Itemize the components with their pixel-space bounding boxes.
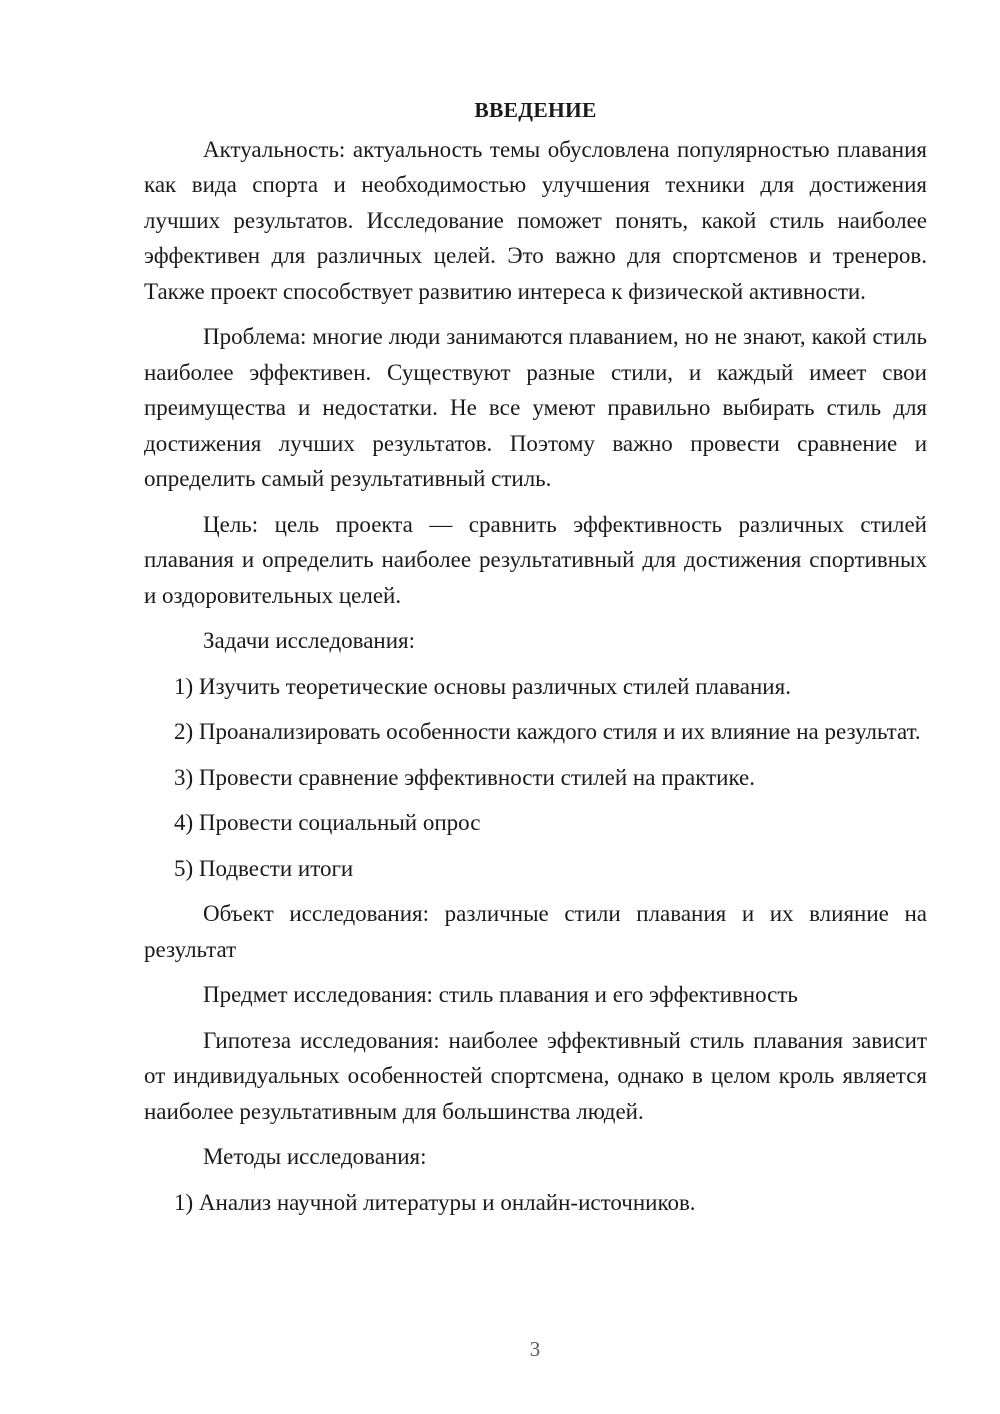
task-item: 4) Провести социальный опрос bbox=[174, 810, 481, 835]
relevance-paragraph: Актуальность: актуальность темы обусловлена популярностью плавания как вида спорта и необходимостью улучшения техники для достижения лучших результатов. Исследование поможет понять, какой стиль наиболее эффективен для различных целей. Это важно для спортсменов и тренеров. Также проект способствует развитию интереса к физической активности. bbox=[144, 136, 927, 304]
page-content bbox=[144, 93, 927, 1220]
task-item: 1) Изучить теоретические основы различных стилей плавания. bbox=[174, 673, 791, 699]
methods-heading: Методы исследования: bbox=[203, 1144, 427, 1169]
object-paragraph: Объект исследования: различные стили плавания и их влияние на результат bbox=[144, 901, 927, 962]
page-number: 3 bbox=[529, 1337, 541, 1361]
problem-paragraph: Проблема: многие люди занимаются плаванием, но не знают, какой стиль наиболее эффективен. Существуют разные стили, и каждый имеет свои преимущества и недостатки. Не все умеют правильно выбирать стиль для достижения лучших результатов. Поэтому важно провести сравнение и определить самый результативный стиль. bbox=[144, 324, 927, 491]
subject-paragraph: Предмет исследования: стиль плавания и его эффективность bbox=[203, 982, 798, 1007]
method-item: 1) Анализ научной литературы и онлайн-источников. bbox=[174, 1189, 696, 1215]
section-title: ВВЕДЕНИЕ bbox=[474, 98, 597, 122]
hypothesis-paragraph: Гипотеза исследования: наиболее эффективный стиль плавания зависит от индивидуальных особенностей спортсмена, однако в целом кроль является наиболее результативным для большинства людей. bbox=[144, 1027, 927, 1124]
task-item: 3) Провести сравнение эффективности стилей на практике. bbox=[174, 764, 756, 790]
task-item: 2) Проанализировать особенности каждого стиля и их влияние на результат. bbox=[174, 719, 921, 744]
goal-paragraph: Цель: цель проекта — сравнить эффективность различных стилей плавания и определить наиболее результативный для достижения спортивных и оздоровительных целей. bbox=[144, 511, 927, 608]
task-item: 5) Подвести итоги bbox=[174, 855, 354, 881]
tasks-heading: Задачи исследования: bbox=[203, 628, 416, 653]
